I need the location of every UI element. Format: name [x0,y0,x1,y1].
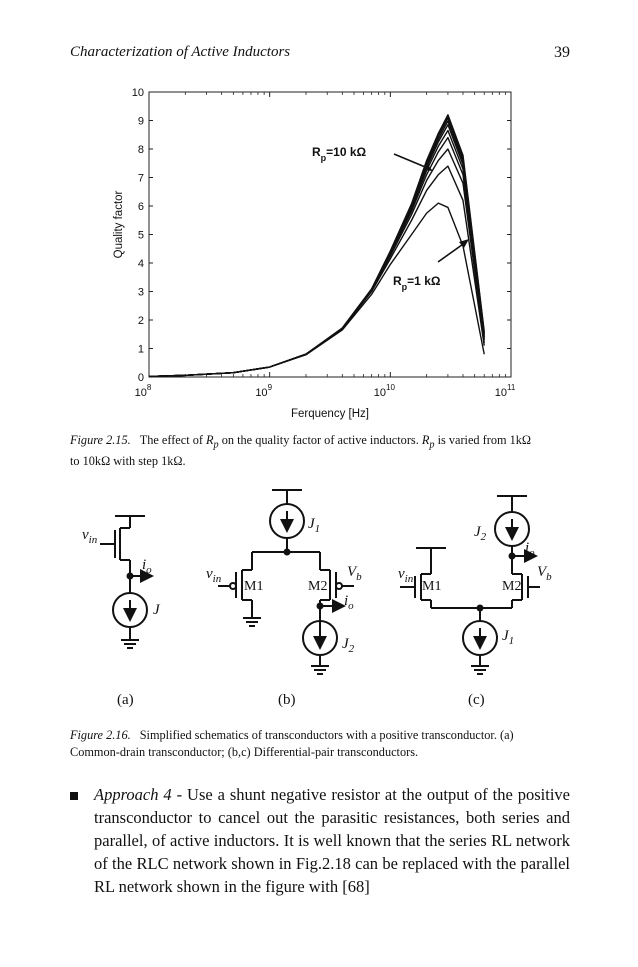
figure-2-15-caption [70,432,570,470]
caption-math-r: R [421,433,430,447]
y-tick-label: 4 [137,258,144,270]
caption-text: is varied from 1kΩ [434,433,532,447]
series-line-2 [149,166,484,376]
y-tick-label: 8 [137,144,144,156]
approach-4-bullet [70,783,570,898]
x-tick-label: $10^8$ [134,383,152,399]
label-m2-b: M2 [308,579,328,594]
series-line-3 [149,149,484,376]
label-io-a: $i_o$ [142,557,152,576]
figure-2-16-caption [70,727,570,761]
y-tick-label: 7 [137,172,144,185]
figure-label: Figure 2.16. [70,728,131,742]
schematic-b [218,490,354,674]
label-j2-c: $J_2$ [474,524,487,543]
label-io-b: $i_o$ [344,593,354,612]
y-tick-label: 6 [137,201,144,213]
schematic-c-label: (c) [468,692,485,708]
bullet-body: - Use a shunt negative resistor at the output of the positive transconductor to cancel out the parasitic resistances, both series and parallel, of active inductors. It is well known that the series RL network of the RLC network shown in Fig.2.18 can be replaced with the parallel RL network shown in the figure with [68] [94,785,570,896]
y-tick-label: 10 [131,87,144,99]
schematic-b-label: (b) [278,692,296,708]
figure-label: Figure 2.15. [70,433,131,447]
caption-text: Simplified schematics of transconductors with a positive transconductor. (a) [139,728,514,742]
label-j1-c: $J_1$ [502,628,515,647]
running-head [70,44,570,66]
quality-factor-chart [100,82,540,422]
annotation-rp-1k: $R_p=1$ kΩ [393,274,441,292]
label-vin-a: $v_{in}$ [82,527,98,546]
bullet-square-icon [70,792,78,800]
series-line-4 [149,138,484,377]
label-m1-b: M1 [244,579,264,594]
x-tick-label: $10^{10}$ [373,383,395,399]
label-vb-c: $V_b$ [537,564,552,583]
series-line-1 [149,203,484,376]
label-j-a: J [153,602,160,618]
label-m1-c: M1 [422,579,442,594]
y-tick-label: 1 [137,343,144,356]
caption-text: on the quality factor of active inductors. [218,433,422,447]
label-vin-b: $v_{in}$ [206,566,222,585]
x-tick-label: $10^9$ [255,383,273,399]
page-number: 39 [554,44,570,61]
label-vin-c: $v_{in}$ [398,566,414,585]
y-tick-label: 2 [137,315,144,327]
y-axis-label: Quality factor [113,190,125,259]
caption-math-sub: p [213,439,219,451]
caption-math-sub: p [429,439,435,451]
caption-line-2: Common-drain transconductor; (b,c) Differential-pair transconductors. [70,745,419,759]
y-tick-label: 5 [137,229,144,242]
schematic-a-label: (a) [117,692,134,708]
series-line-6 [149,125,484,377]
label-m2-c: M2 [502,579,522,594]
caption-text: The effect of [139,433,207,447]
x-tick-label: $10^{11}$ [494,383,516,399]
y-tick-label: 0 [137,372,144,384]
label-io-c: $i_o$ [525,540,535,559]
x-axis-label: Ferquency [Hz] [291,408,369,420]
y-tick-label: 3 [137,286,144,299]
caption-line-2: to 10kΩ with step 1kΩ. [70,454,186,469]
label-vb-b: $V_b$ [347,564,362,583]
annotation-rp-10k: $R_p=10$ kΩ [312,145,367,163]
plot-frame [149,92,511,377]
bullet-text [94,783,570,898]
transconductor-schematics [70,478,570,718]
running-title: Characterization of Active Inductors [70,44,291,60]
caption-math-r: R [206,433,214,447]
label-j2-b: $J_2$ [342,636,355,655]
y-tick-label: 9 [137,115,144,128]
label-j1-b: $J_1$ [308,516,321,535]
bullet-lead: Approach 4 [94,785,172,804]
schematic-a [100,516,152,648]
